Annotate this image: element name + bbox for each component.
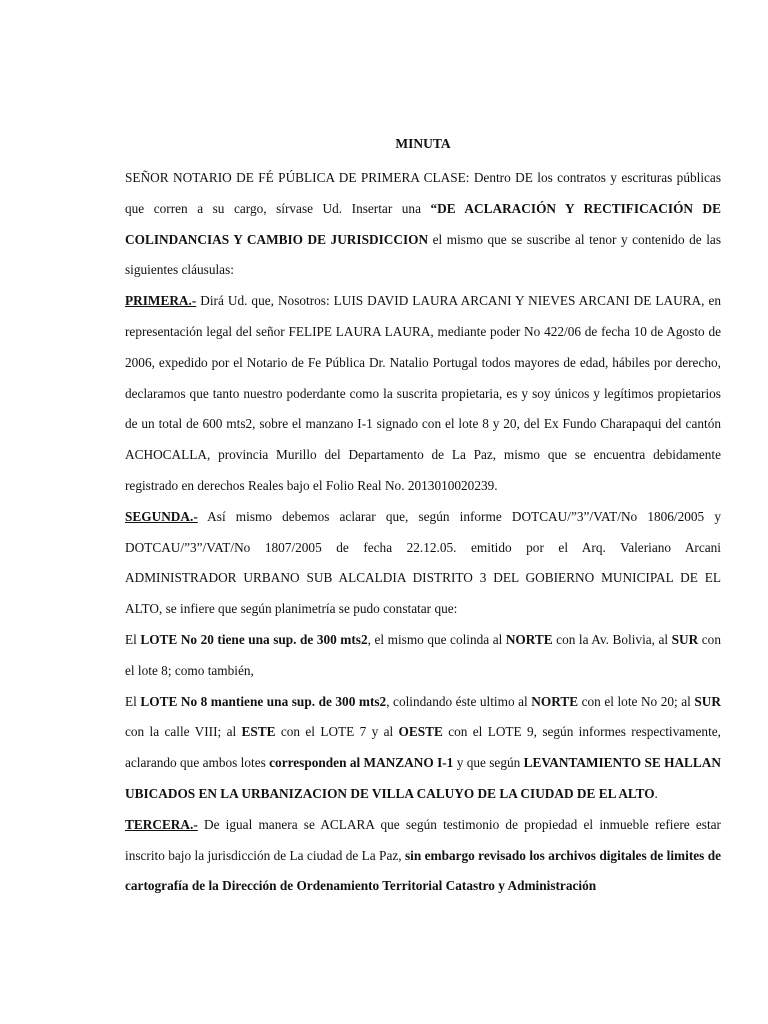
lote-8-norte: NORTE: [531, 693, 579, 709]
clause-segunda-heading: SEGUNDA.-: [125, 508, 198, 524]
lote-8-text-2: , colindando éste ultimo al: [386, 693, 532, 709]
clause-primera-heading: PRIMERA.-: [125, 293, 197, 309]
clause-tercera: [125, 810, 721, 902]
clause-tercera-text: De igual manera se ACLARA que según testimonio de propiedad el inmueble refiere estar inscrito bajo la jurisdicción de La ciudad de La Paz,: [125, 816, 721, 863]
lote-8-sur: SUR: [694, 693, 721, 709]
lote-8-paragraph: [125, 687, 721, 810]
clause-primera-text: Dirá Ud. que, Nosotros: LUIS DAVID LAURA ARCANI Y NIEVES ARCANI DE LAURA, en representación legal del señor FELIPE LAURA LAURA, mediante poder No 422/06 de fecha 10 de Agosto de 2006, expedido por el Notario de Fe Pública Dr. Natalio Portugal todos mayores de edad, hábiles por derecho, declaramos que tanto nuestro poderdante como la suscrita propietaria, es y soy únicos y legítimos propietarios de un total de 600 mts2, sobre el manzano I-1 signado con el lote 8 y 20, del Ex Fundo Charapaqui del cantón ACHOCALLA, provincia Murillo del Departamento de La Paz, mismo que se encuentra debidamente registrado en derechos Reales bajo el Folio Real No. 2013010020239.: [125, 293, 721, 493]
clause-tercera-bold: sin embargo revisado los archivos digitales de limites de cartografía de la Dirección de Ordenamiento Territorial Catastro y Administración: [125, 847, 721, 894]
lote-8-manzano: corresponden al MANZANO I-1: [269, 755, 454, 771]
intro-text-1: SEÑOR NOTARIO DE FÉ PÚBLICA DE PRIMERA CLASE: Dentro DE los contratos y escrituras públicas que corren a su cargo, sírvase Ud. Insertar una: [125, 170, 721, 216]
clause-segunda: [125, 502, 721, 625]
document-title: MINUTA: [395, 136, 451, 151]
lote-8-text-5: con el LOTE 7 y al: [275, 724, 399, 740]
lote-8-text-1: El: [125, 693, 141, 709]
lote-20-norte: NORTE: [505, 631, 553, 647]
lote-20-text-2: , el mismo que colinda al: [367, 631, 506, 647]
lote-8-surface: LOTE No 8 mantiene una sup. de 300 mts2: [140, 693, 387, 709]
intro-text-2: el mismo que se suscribe al tenor y contenido de las siguientes cláusulas:: [125, 231, 721, 278]
lote-8-text-8: .: [654, 785, 658, 801]
lote-20-surface: LOTE No 20 tiene una sup. de 300 mts2: [140, 631, 368, 647]
lote-8-levantamiento: LEVANTAMIENTO SE HALLAN UBICADOS EN LA URBANIZACION DE VILLA CALUYO DE LA CIUDAD DE EL ALTO: [125, 755, 721, 801]
lote-8-este: ESTE: [241, 724, 276, 740]
clause-primera: [125, 286, 721, 502]
clause-segunda-text: Así mismo debemos aclarar que, según informe DOTCAU/”3”/VAT/No 1806/2005 y DOTCAU/”3”/VAT/No 1807/2005 de fecha 22.12.05. emitido por el Arq. Valeriano Arcani ADMINISTRADOR URBANO SUB ALCALDIA DISTRITO 3 DEL GOBIERNO MUNICIPAL DE EL ALTO, se infiere que según planimetría se pudo constatar que:: [125, 508, 721, 617]
lote-8-text-6: con el LOTE 9, según informes respectivamente, aclarando que ambos lotes: [125, 724, 721, 771]
clause-tercera-heading: TERCERA.-: [125, 816, 198, 832]
lote-20-text-4: con el lote 8; como también,: [125, 631, 721, 678]
intro-bold-title: “DE ACLARACIÓN Y RECTIFICACIÓN DE COLINDANCIAS Y CAMBIO DE JURISDICCION: [125, 200, 722, 247]
lote-8-text-3: con el lote No 20; al: [578, 693, 695, 709]
lote-8-text-7: y que según: [453, 755, 524, 771]
lote-20-text-3: con la Av. Bolivia, al: [552, 631, 672, 647]
lote-8-text-4: con la calle VIII; al: [125, 724, 242, 740]
lote-8-oeste: OESTE: [398, 724, 443, 740]
intro-paragraph: [125, 163, 721, 286]
lote-20-paragraph: [125, 625, 721, 687]
lote-20-text-1: El: [125, 631, 141, 647]
lote-20-sur: SUR: [671, 631, 699, 647]
